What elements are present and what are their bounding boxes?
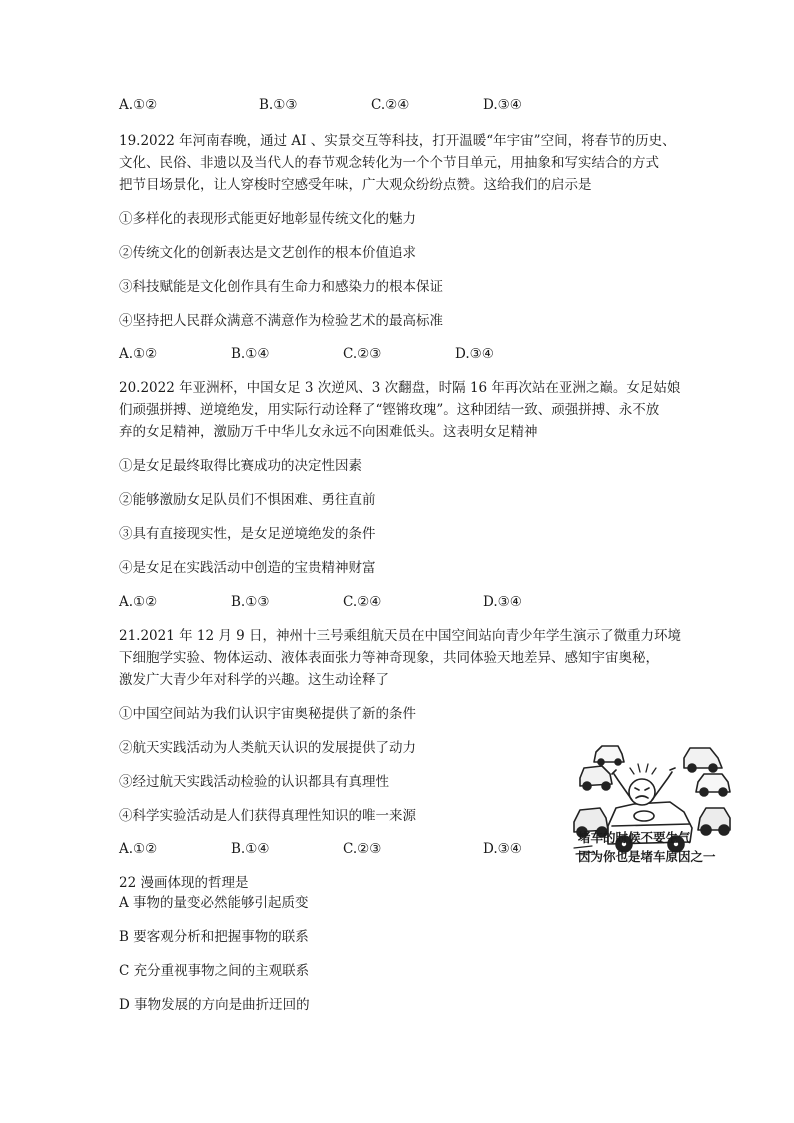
option-c: C.②④ — [371, 97, 410, 113]
statement-2: ②航天实践活动为人类航天认识的发展提供了动力 — [119, 740, 416, 756]
option-b: B.①③ — [231, 594, 270, 610]
statement-2: ②传统文化的创新表达是文艺创作的根本价值追求 — [119, 245, 416, 261]
statement-4: ④是女足在实践活动中创造的宝贵精神财富 — [119, 560, 376, 576]
q19-options — [119, 344, 579, 364]
choice-a: A 事物的量变必然能够引起质变 — [119, 895, 309, 911]
option-a: A.①② — [119, 97, 158, 113]
option-b: B.①④ — [231, 841, 270, 857]
option-d: D.③④ — [455, 346, 494, 362]
question-stem-line: 文化、民俗、非遗以及当代人的春节观念转化为一个个节目单元，用抽象和写实结合的方式 — [119, 155, 659, 171]
statement-3: ③科技赋能是文化创作具有生命力和感染力的根本保证 — [119, 279, 443, 295]
question-stem-line: 19.2022 年河南春晚，通过 AI 、实景交互等科技，打开温暖“年宇宙”空间，将春节的历史、 — [119, 133, 676, 149]
option-b: B.①④ — [231, 346, 270, 362]
question-stem-line: 弃的女足精神，激励万千中华儿女永远不向困难低头。这表明女足精神 — [119, 424, 538, 440]
question-stem-line: 激发广大青少年对科学的兴趣。这生动诠释了 — [119, 672, 389, 688]
option-c: C.②③ — [343, 841, 382, 857]
option-b: B.①③ — [259, 97, 298, 113]
option-a: A.①② — [119, 594, 158, 610]
option-d: D.③④ — [483, 594, 522, 610]
question-stem-line: 21.2021 年 12 月 9 日，神州十三号乘组航天员在中国空间站向青少年学生演示了微重力环境 — [119, 628, 682, 644]
q20-options — [119, 592, 579, 612]
statement-1: ①多样化的表现形式能更好地彰显传统文化的魅力 — [119, 211, 416, 227]
option-a: A.①② — [119, 841, 158, 857]
choice-d: D 事物发展的方向是曲折迂回的 — [119, 997, 310, 1013]
question-stem-line: 们顽强拼搏、逆境绝发，用实际行动诠释了“铿锵玫瑰”。这种团结一致、顽强拼搏、永不放 — [119, 402, 660, 418]
question-stem-line: 20.2022 年亚洲杯，中国女足 3 次逆风、3 次翻盘，时隔 16 年再次站在亚洲之巅。女足姑娘 — [119, 380, 681, 396]
question-stem: 22 漫画体现的哲理是 — [119, 875, 249, 891]
option-d: D.③④ — [483, 97, 522, 113]
option-d: D.③④ — [483, 841, 522, 857]
question-stem-line: 下细胞学实验、物体运动、液体表面张力等神奇现象，共同体验天地差异、感知宇宙奥秘， — [119, 650, 659, 666]
statement-3: ③具有直接现实性，是女足逆境绝发的条件 — [119, 526, 376, 542]
choice-b: B 要客观分析和把握事物的联系 — [119, 929, 309, 945]
statement-4: ④科学实验活动是人们获得真理性知识的唯一来源 — [119, 808, 416, 824]
q21-options — [119, 839, 579, 859]
option-a: A.①② — [119, 346, 158, 362]
cartoon-caption-line-1: 堵车的时候不要生气 — [578, 830, 691, 845]
cartoon-caption-line-2: 因为你也是堵车原因之一 — [578, 849, 716, 864]
option-c: C.②③ — [343, 346, 382, 362]
statement-2: ②能够激励女足队员们不惧困难、勇往直前 — [119, 492, 376, 508]
statement-4: ④坚持把人民群众满意不满意作为检验艺术的最高标准 — [119, 313, 443, 329]
choice-c: C 充分重视事物之间的主观联系 — [119, 963, 310, 979]
statement-1: ①中国空间站为我们认识宇宙奥秘提供了新的条件 — [119, 706, 416, 722]
option-c: C.②④ — [343, 594, 382, 610]
question-stem-line: 把节目场景化，让人穿梭时空感受年味，广大观众纷纷点赞。这给我们的启示是 — [119, 177, 592, 193]
statement-1: ①是女足最终取得比赛成功的决定性因素 — [119, 458, 362, 474]
q18-options — [119, 95, 579, 115]
statement-3: ③经过航天实践活动检验的认识都具有真理性 — [119, 774, 389, 790]
